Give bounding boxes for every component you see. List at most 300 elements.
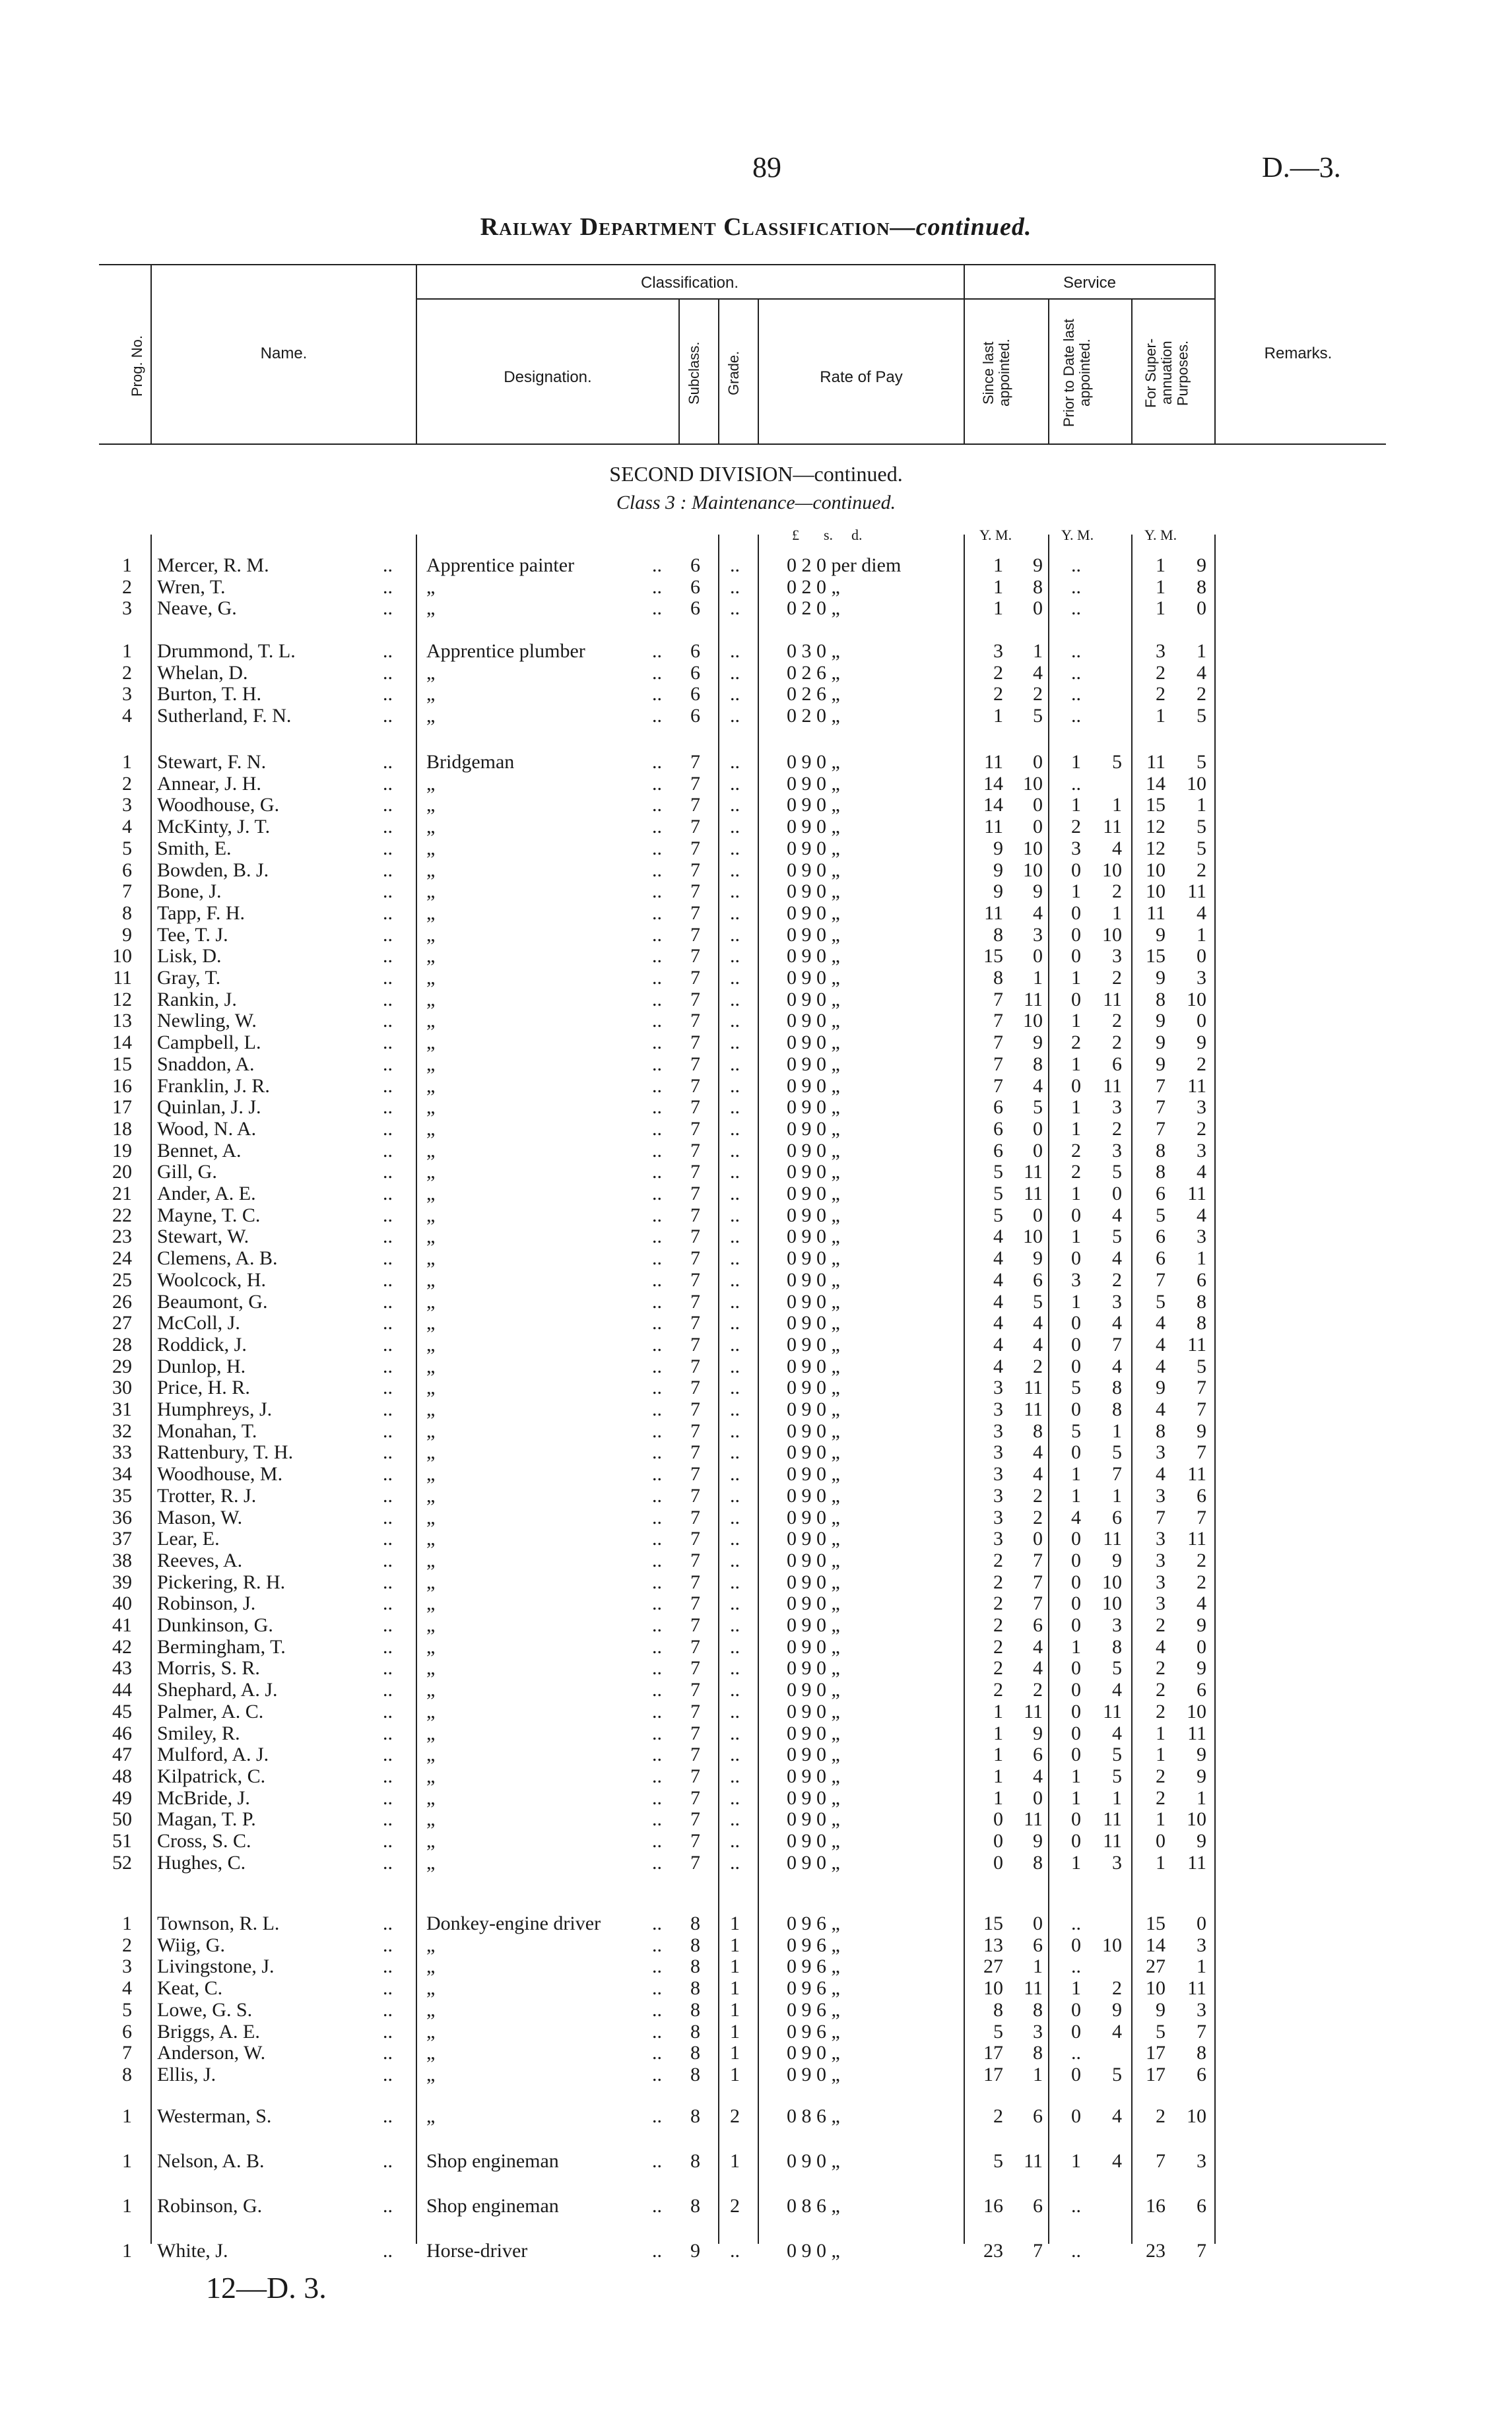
leader-dots: .. xyxy=(652,1204,662,1226)
since-months: 2 xyxy=(1033,1506,1043,1528)
grade: 1 xyxy=(730,2150,740,2172)
subclass: 6 xyxy=(690,705,700,727)
since-months: 10 xyxy=(1023,772,1043,795)
table-row xyxy=(0,2150,1512,2172)
prior-years: .. xyxy=(1071,1913,1081,1934)
employee-name: Price, H. R. xyxy=(157,1377,250,1399)
table-row xyxy=(0,705,1512,727)
grade: .. xyxy=(730,751,740,773)
prog-number: 43 xyxy=(112,1657,132,1680)
subclass: 8 xyxy=(690,2150,700,2172)
leader-dots: .. xyxy=(652,575,662,598)
super-years: 4 xyxy=(1156,1355,1166,1377)
super-years: 8 xyxy=(1156,988,1166,1010)
since-years: 4 xyxy=(993,1268,1003,1291)
prog-number: 40 xyxy=(112,1592,132,1615)
since-months: 5 xyxy=(1033,705,1043,727)
rate-of-pay: 0 2 0 „ xyxy=(787,705,840,727)
employee-name: Nelson, A. B. xyxy=(157,2150,265,2172)
prior-years: 2 xyxy=(1071,1139,1081,1162)
since-months: 7 xyxy=(1033,1571,1043,1593)
leader-dots: .. xyxy=(652,640,662,662)
since-months: 1 xyxy=(1033,2063,1043,2085)
since-years: 3 xyxy=(993,1506,1003,1528)
leader-dots: .. xyxy=(383,575,393,598)
super-years: 3 xyxy=(1156,1549,1166,1571)
prog-number: 24 xyxy=(112,1247,132,1270)
table-row xyxy=(0,837,1512,859)
subclass: 7 xyxy=(690,794,700,816)
since-months: 9 xyxy=(1033,1830,1043,1852)
table-row xyxy=(0,1377,1512,1398)
leader-dots: .. xyxy=(652,683,662,705)
since-months: 9 xyxy=(1033,554,1043,576)
rate-of-pay: 0 9 0 „ xyxy=(787,1010,840,1032)
grade: .. xyxy=(730,794,740,816)
leader-dots: .. xyxy=(652,1268,662,1291)
employee-name: Bennet, A. xyxy=(157,1139,242,1162)
since-years: 9 xyxy=(993,859,1003,881)
unit-pound: £ xyxy=(792,527,799,543)
rate-of-pay: 0 9 0 „ xyxy=(787,1786,840,1809)
since-years: 15 xyxy=(983,945,1003,967)
grade: .. xyxy=(730,1463,740,1486)
grade: .. xyxy=(730,1441,740,1464)
designation: „ xyxy=(426,1377,436,1399)
leader-dots: .. xyxy=(383,1010,393,1032)
subclass: 6 xyxy=(690,554,700,576)
employee-name: Magan, T. P. xyxy=(157,1808,256,1831)
grade: .. xyxy=(730,923,740,946)
prior-years: 1 xyxy=(1071,1786,1081,1809)
prog-number: 7 xyxy=(122,2042,132,2064)
super-months: 6 xyxy=(1197,2195,1206,2217)
since-years: 7 xyxy=(993,1074,1003,1097)
leader-dots: .. xyxy=(652,1571,662,1593)
leader-dots: .. xyxy=(652,1032,662,1054)
super-months: 9 xyxy=(1197,1765,1206,1787)
leader-dots: .. xyxy=(383,859,393,881)
leader-dots: .. xyxy=(652,1096,662,1119)
super-years: 4 xyxy=(1156,1312,1166,1334)
rate-of-pay: 0 9 0 „ xyxy=(787,1484,840,1507)
designation: „ xyxy=(426,575,436,598)
leader-dots: .. xyxy=(652,1830,662,1852)
prog-number: 49 xyxy=(112,1786,132,1809)
prior-months: 10 xyxy=(1102,859,1122,881)
class-heading: Class 3 : Maintenance—continued. xyxy=(616,492,896,513)
grade: .. xyxy=(730,1096,740,1119)
super-years: 7 xyxy=(1156,1506,1166,1528)
super-months: 1 xyxy=(1197,923,1206,946)
employee-name: Bowden, B. J. xyxy=(157,859,269,881)
super-years: 1 xyxy=(1156,597,1166,620)
prior-years: 1 xyxy=(1071,1851,1081,1874)
since-years: 2 xyxy=(993,1592,1003,1615)
subclass: 7 xyxy=(690,1268,700,1291)
employee-name: Woodhouse, G. xyxy=(157,794,280,816)
rate-of-pay: 0 9 0 „ xyxy=(787,772,840,795)
rate-of-pay: 0 9 0 „ xyxy=(787,923,840,946)
grade: .. xyxy=(730,1117,740,1140)
table-row xyxy=(0,1955,1512,1977)
subclass: 7 xyxy=(690,1247,700,1270)
subclass: 7 xyxy=(690,1700,700,1722)
leader-dots: .. xyxy=(383,1955,393,1978)
designation: „ xyxy=(426,1183,436,1204)
subclass: 7 xyxy=(690,1377,700,1399)
prog-number: 41 xyxy=(112,1614,132,1636)
super-years: 15 xyxy=(1146,794,1166,816)
rate-of-pay: 0 9 0 „ xyxy=(787,1183,840,1204)
subclass: 7 xyxy=(690,1161,700,1183)
since-months: 9 xyxy=(1033,880,1043,903)
grade: 1 xyxy=(730,2063,740,2085)
leader-dots: .. xyxy=(383,1247,393,1270)
designation: „ xyxy=(426,683,436,705)
prior-months: 1 xyxy=(1112,1786,1122,1809)
leader-dots: .. xyxy=(652,1441,662,1464)
employee-name: Ander, A. E. xyxy=(157,1183,256,1204)
rate-of-pay: 0 9 0 „ xyxy=(787,1053,840,1075)
rate-of-pay: 0 9 6 „ xyxy=(787,2020,840,2043)
super-months: 9 xyxy=(1197,1744,1206,1766)
prog-number: 32 xyxy=(112,1420,132,1442)
since-months: 4 xyxy=(1033,1333,1043,1356)
prior-years: 1 xyxy=(1071,1096,1081,1119)
table-row xyxy=(0,1550,1512,1571)
super-years: 1 xyxy=(1156,575,1166,598)
leader-dots: .. xyxy=(383,1808,393,1831)
designation: „ xyxy=(426,1247,436,1270)
prior-years: 0 xyxy=(1071,1333,1081,1356)
grade: .. xyxy=(730,1765,740,1787)
employee-name: Campbell, L. xyxy=(157,1032,261,1054)
grade: .. xyxy=(730,1506,740,1528)
prog-number: 5 xyxy=(122,1998,132,2021)
since-months: 4 xyxy=(1033,661,1043,684)
prior-years: 0 xyxy=(1071,1657,1081,1680)
designation: „ xyxy=(426,945,436,967)
employee-name: McBride, J. xyxy=(157,1786,250,1809)
super-years: 9 xyxy=(1156,1010,1166,1032)
super-months: 9 xyxy=(1197,1830,1206,1852)
prog-number: 13 xyxy=(112,1010,132,1032)
leader-dots: .. xyxy=(652,2105,662,2127)
prior-years: 4 xyxy=(1071,1506,1081,1528)
employee-name: Burton, T. H. xyxy=(157,683,262,705)
prior-months: 2 xyxy=(1112,880,1122,903)
designation: „ xyxy=(426,1679,436,1701)
designation: „ xyxy=(426,1463,436,1486)
since-months: 7 xyxy=(1033,2240,1043,2262)
since-years: 17 xyxy=(983,2042,1003,2064)
super-months: 10 xyxy=(1187,1808,1206,1831)
leader-dots: .. xyxy=(652,2020,662,2043)
prior-months: 3 xyxy=(1112,1096,1122,1119)
leader-dots: .. xyxy=(383,1161,393,1183)
leader-dots: .. xyxy=(383,1484,393,1507)
employee-name: Tee, T. J. xyxy=(157,923,228,946)
rate-of-pay: 0 9 0 „ xyxy=(787,880,840,903)
designation: „ xyxy=(426,1614,436,1636)
super-months: 0 xyxy=(1197,945,1206,967)
prior-years: 1 xyxy=(1071,1183,1081,1204)
since-years: 1 xyxy=(993,1744,1003,1766)
leader-dots: .. xyxy=(652,1333,662,1356)
prior-months: 4 xyxy=(1112,1204,1122,1226)
prior-years: 0 xyxy=(1071,1398,1081,1420)
prog-number: 2 xyxy=(122,661,132,684)
prior-months: 4 xyxy=(1112,1722,1122,1744)
prior-months: 11 xyxy=(1103,1830,1122,1852)
table-row xyxy=(0,2021,1512,2043)
table-row xyxy=(0,794,1512,816)
table-row xyxy=(0,859,1512,881)
super-years: 27 xyxy=(1146,1955,1166,1978)
super-years: 9 xyxy=(1156,1053,1166,1075)
rate-of-pay: 0 9 0 „ xyxy=(787,1614,840,1636)
table-row xyxy=(0,1420,1512,1442)
leader-dots: .. xyxy=(383,661,393,684)
prior-months: 4 xyxy=(1112,837,1122,859)
super-months: 6 xyxy=(1197,1484,1206,1507)
table-row xyxy=(0,1312,1512,1334)
prog-number: 8 xyxy=(122,901,132,924)
prior-years: 1 xyxy=(1071,1765,1081,1787)
super-years: 6 xyxy=(1156,1247,1166,1270)
rate-of-pay: 0 9 0 „ xyxy=(787,1377,840,1399)
rate-of-pay: 0 9 0 „ xyxy=(787,1528,840,1550)
super-years: 3 xyxy=(1156,1528,1166,1550)
super-months: 3 xyxy=(1197,1226,1206,1248)
since-months: 8 xyxy=(1033,1998,1043,2021)
prior-months: 3 xyxy=(1112,1139,1122,1162)
grade: .. xyxy=(730,816,740,838)
super-months: 3 xyxy=(1197,1139,1206,1162)
subclass: 7 xyxy=(690,1484,700,1507)
since-months: 1 xyxy=(1033,967,1043,989)
unit-prior: Y. M. xyxy=(1061,527,1094,543)
prior-years: 0 xyxy=(1071,1571,1081,1593)
super-years: 23 xyxy=(1146,2240,1166,2262)
super-years: 1 xyxy=(1156,705,1166,727)
super-years: 5 xyxy=(1156,1290,1166,1313)
prior-months: 10 xyxy=(1102,1934,1122,1956)
employee-name: Annear, J. H. xyxy=(157,772,261,795)
leader-dots: .. xyxy=(383,1074,393,1097)
since-months: 6 xyxy=(1033,1614,1043,1636)
table-row xyxy=(0,2042,1512,2064)
super-years: 11 xyxy=(1146,751,1166,773)
table-row xyxy=(0,1852,1512,1874)
prog-number: 28 xyxy=(112,1333,132,1356)
designation: „ xyxy=(426,859,436,881)
prior-months: 11 xyxy=(1103,816,1122,838)
since-years: 11 xyxy=(984,816,1003,838)
subclass: 7 xyxy=(690,1290,700,1313)
employee-name: Ellis, J. xyxy=(157,2063,216,2085)
super-months: 5 xyxy=(1197,816,1206,838)
leader-dots: .. xyxy=(652,1528,662,1550)
prior-years: 3 xyxy=(1071,1268,1081,1291)
prior-years: .. xyxy=(1071,640,1081,662)
grade: .. xyxy=(730,1528,740,1550)
leader-dots: .. xyxy=(383,2105,393,2127)
since-years: 3 xyxy=(993,1463,1003,1486)
designation: „ xyxy=(426,1161,436,1183)
employee-name: Robinson, G. xyxy=(157,2195,263,2217)
subclass: 7 xyxy=(690,967,700,989)
grade: .. xyxy=(730,1614,740,1636)
designation: „ xyxy=(426,1765,436,1787)
prior-years: 1 xyxy=(1071,1290,1081,1313)
prog-number: 4 xyxy=(122,705,132,727)
prior-years: .. xyxy=(1071,683,1081,705)
leader-dots: .. xyxy=(383,945,393,967)
since-months: 0 xyxy=(1033,794,1043,816)
leader-dots: .. xyxy=(652,1053,662,1075)
prior-years: 0 xyxy=(1071,1808,1081,1831)
leader-dots: .. xyxy=(383,816,393,838)
grade: .. xyxy=(730,1247,740,1270)
table-row xyxy=(0,1269,1512,1291)
table-row xyxy=(0,2105,1512,2127)
leader-dots: .. xyxy=(383,554,393,576)
prior-months: 5 xyxy=(1112,1765,1122,1787)
prior-years: 1 xyxy=(1071,1977,1081,2000)
subclass: 9 xyxy=(690,2240,700,2262)
employee-name: Townson, R. L. xyxy=(157,1913,280,1934)
super-years: 4 xyxy=(1156,1333,1166,1356)
designation: „ xyxy=(426,1744,436,1766)
super-months: 11 xyxy=(1187,1463,1206,1486)
subclass: 7 xyxy=(690,1010,700,1032)
since-years: 3 xyxy=(993,1528,1003,1550)
employee-name: Stewart, W. xyxy=(157,1226,249,1248)
leader-dots: .. xyxy=(652,1851,662,1874)
prior-years: .. xyxy=(1071,597,1081,620)
super-years: 15 xyxy=(1146,1913,1166,1934)
since-years: 2 xyxy=(993,1635,1003,1658)
since-months: 0 xyxy=(1033,597,1043,620)
since-months: 10 xyxy=(1023,1226,1043,1248)
super-months: 11 xyxy=(1187,880,1206,903)
since-months: 0 xyxy=(1033,1204,1043,1226)
employee-name: Humphreys, J. xyxy=(157,1398,273,1420)
super-months: 11 xyxy=(1187,1977,1206,2000)
table-row xyxy=(0,1528,1512,1550)
header-top-rule xyxy=(99,264,1214,265)
subclass: 7 xyxy=(690,1549,700,1571)
leader-dots: .. xyxy=(383,880,393,903)
grade: .. xyxy=(730,661,740,684)
super-months: 11 xyxy=(1187,1528,1206,1550)
prior-years: 0 xyxy=(1071,945,1081,967)
super-months: 9 xyxy=(1197,1032,1206,1054)
since-months: 0 xyxy=(1033,816,1043,838)
rate-of-pay: 0 9 0 „ xyxy=(787,751,840,773)
subclass: 6 xyxy=(690,661,700,684)
column-header-classification: Classification. xyxy=(640,274,739,292)
since-months: 0 xyxy=(1033,1117,1043,1140)
prior-years: 0 xyxy=(1071,1074,1081,1097)
designation: „ xyxy=(426,2105,436,2127)
leader-dots: .. xyxy=(383,1420,393,1442)
leader-dots: .. xyxy=(383,1679,393,1701)
designation: „ xyxy=(426,1998,436,2021)
grade: .. xyxy=(730,1268,740,1291)
prior-years: .. xyxy=(1071,661,1081,684)
table-row xyxy=(0,1334,1512,1356)
super-months: 1 xyxy=(1197,794,1206,816)
leader-dots: .. xyxy=(652,945,662,967)
leader-dots: .. xyxy=(383,1657,393,1680)
super-years: 3 xyxy=(1156,1484,1166,1507)
prior-years: 1 xyxy=(1071,794,1081,816)
leader-dots: .. xyxy=(652,880,662,903)
subclass: 6 xyxy=(690,597,700,620)
prog-number: 50 xyxy=(112,1808,132,1831)
subclass: 7 xyxy=(690,1355,700,1377)
prior-years: 0 xyxy=(1071,1592,1081,1615)
table-row xyxy=(0,1679,1512,1701)
table-row xyxy=(0,1592,1512,1614)
super-months: 2 xyxy=(1197,1117,1206,1140)
subclass: 7 xyxy=(690,945,700,967)
employee-name: Bermingham, T. xyxy=(157,1635,286,1658)
since-months: 4 xyxy=(1033,901,1043,924)
leader-dots: .. xyxy=(652,1977,662,2000)
employee-name: Franklin, J. R. xyxy=(157,1074,270,1097)
prog-number: 4 xyxy=(122,816,132,838)
super-years: 2 xyxy=(1156,683,1166,705)
rate-of-pay: 0 9 0 „ xyxy=(787,1506,840,1528)
prog-number: 20 xyxy=(112,1161,132,1183)
designation: „ xyxy=(426,1635,436,1658)
rate-of-pay: 0 9 0 „ xyxy=(787,837,840,859)
super-months: 7 xyxy=(1197,1398,1206,1420)
table-row xyxy=(0,989,1512,1010)
employee-name: Shephard, A. J. xyxy=(157,1679,278,1701)
leader-dots: .. xyxy=(652,1934,662,1956)
prior-months: 8 xyxy=(1112,1377,1122,1399)
designation: „ xyxy=(426,1571,436,1593)
since-months: 11 xyxy=(1024,1377,1043,1399)
prog-number: 11 xyxy=(113,967,132,989)
grade: .. xyxy=(730,1657,740,1680)
table-row xyxy=(0,1441,1512,1463)
super-years: 8 xyxy=(1156,1139,1166,1162)
column-header-for-superannuation: For Super-annuation Purposes. xyxy=(1142,338,1191,408)
super-months: 8 xyxy=(1197,1290,1206,1313)
subclass: 7 xyxy=(690,1441,700,1464)
employee-name: Sutherland, F. N. xyxy=(157,705,292,727)
header-bottom-rule xyxy=(99,443,1386,445)
service-rule xyxy=(965,298,1214,300)
grade: .. xyxy=(730,945,740,967)
since-months: 0 xyxy=(1033,1913,1043,1934)
since-months: 2 xyxy=(1033,683,1043,705)
leader-dots: .. xyxy=(652,1463,662,1486)
designation: „ xyxy=(426,1010,436,1032)
employee-name: Bone, J. xyxy=(157,880,222,903)
subclass: 7 xyxy=(690,1333,700,1356)
leader-dots: .. xyxy=(383,2240,393,2262)
designation: „ xyxy=(426,901,436,924)
super-months: 1 xyxy=(1197,640,1206,662)
table-row xyxy=(0,1787,1512,1809)
